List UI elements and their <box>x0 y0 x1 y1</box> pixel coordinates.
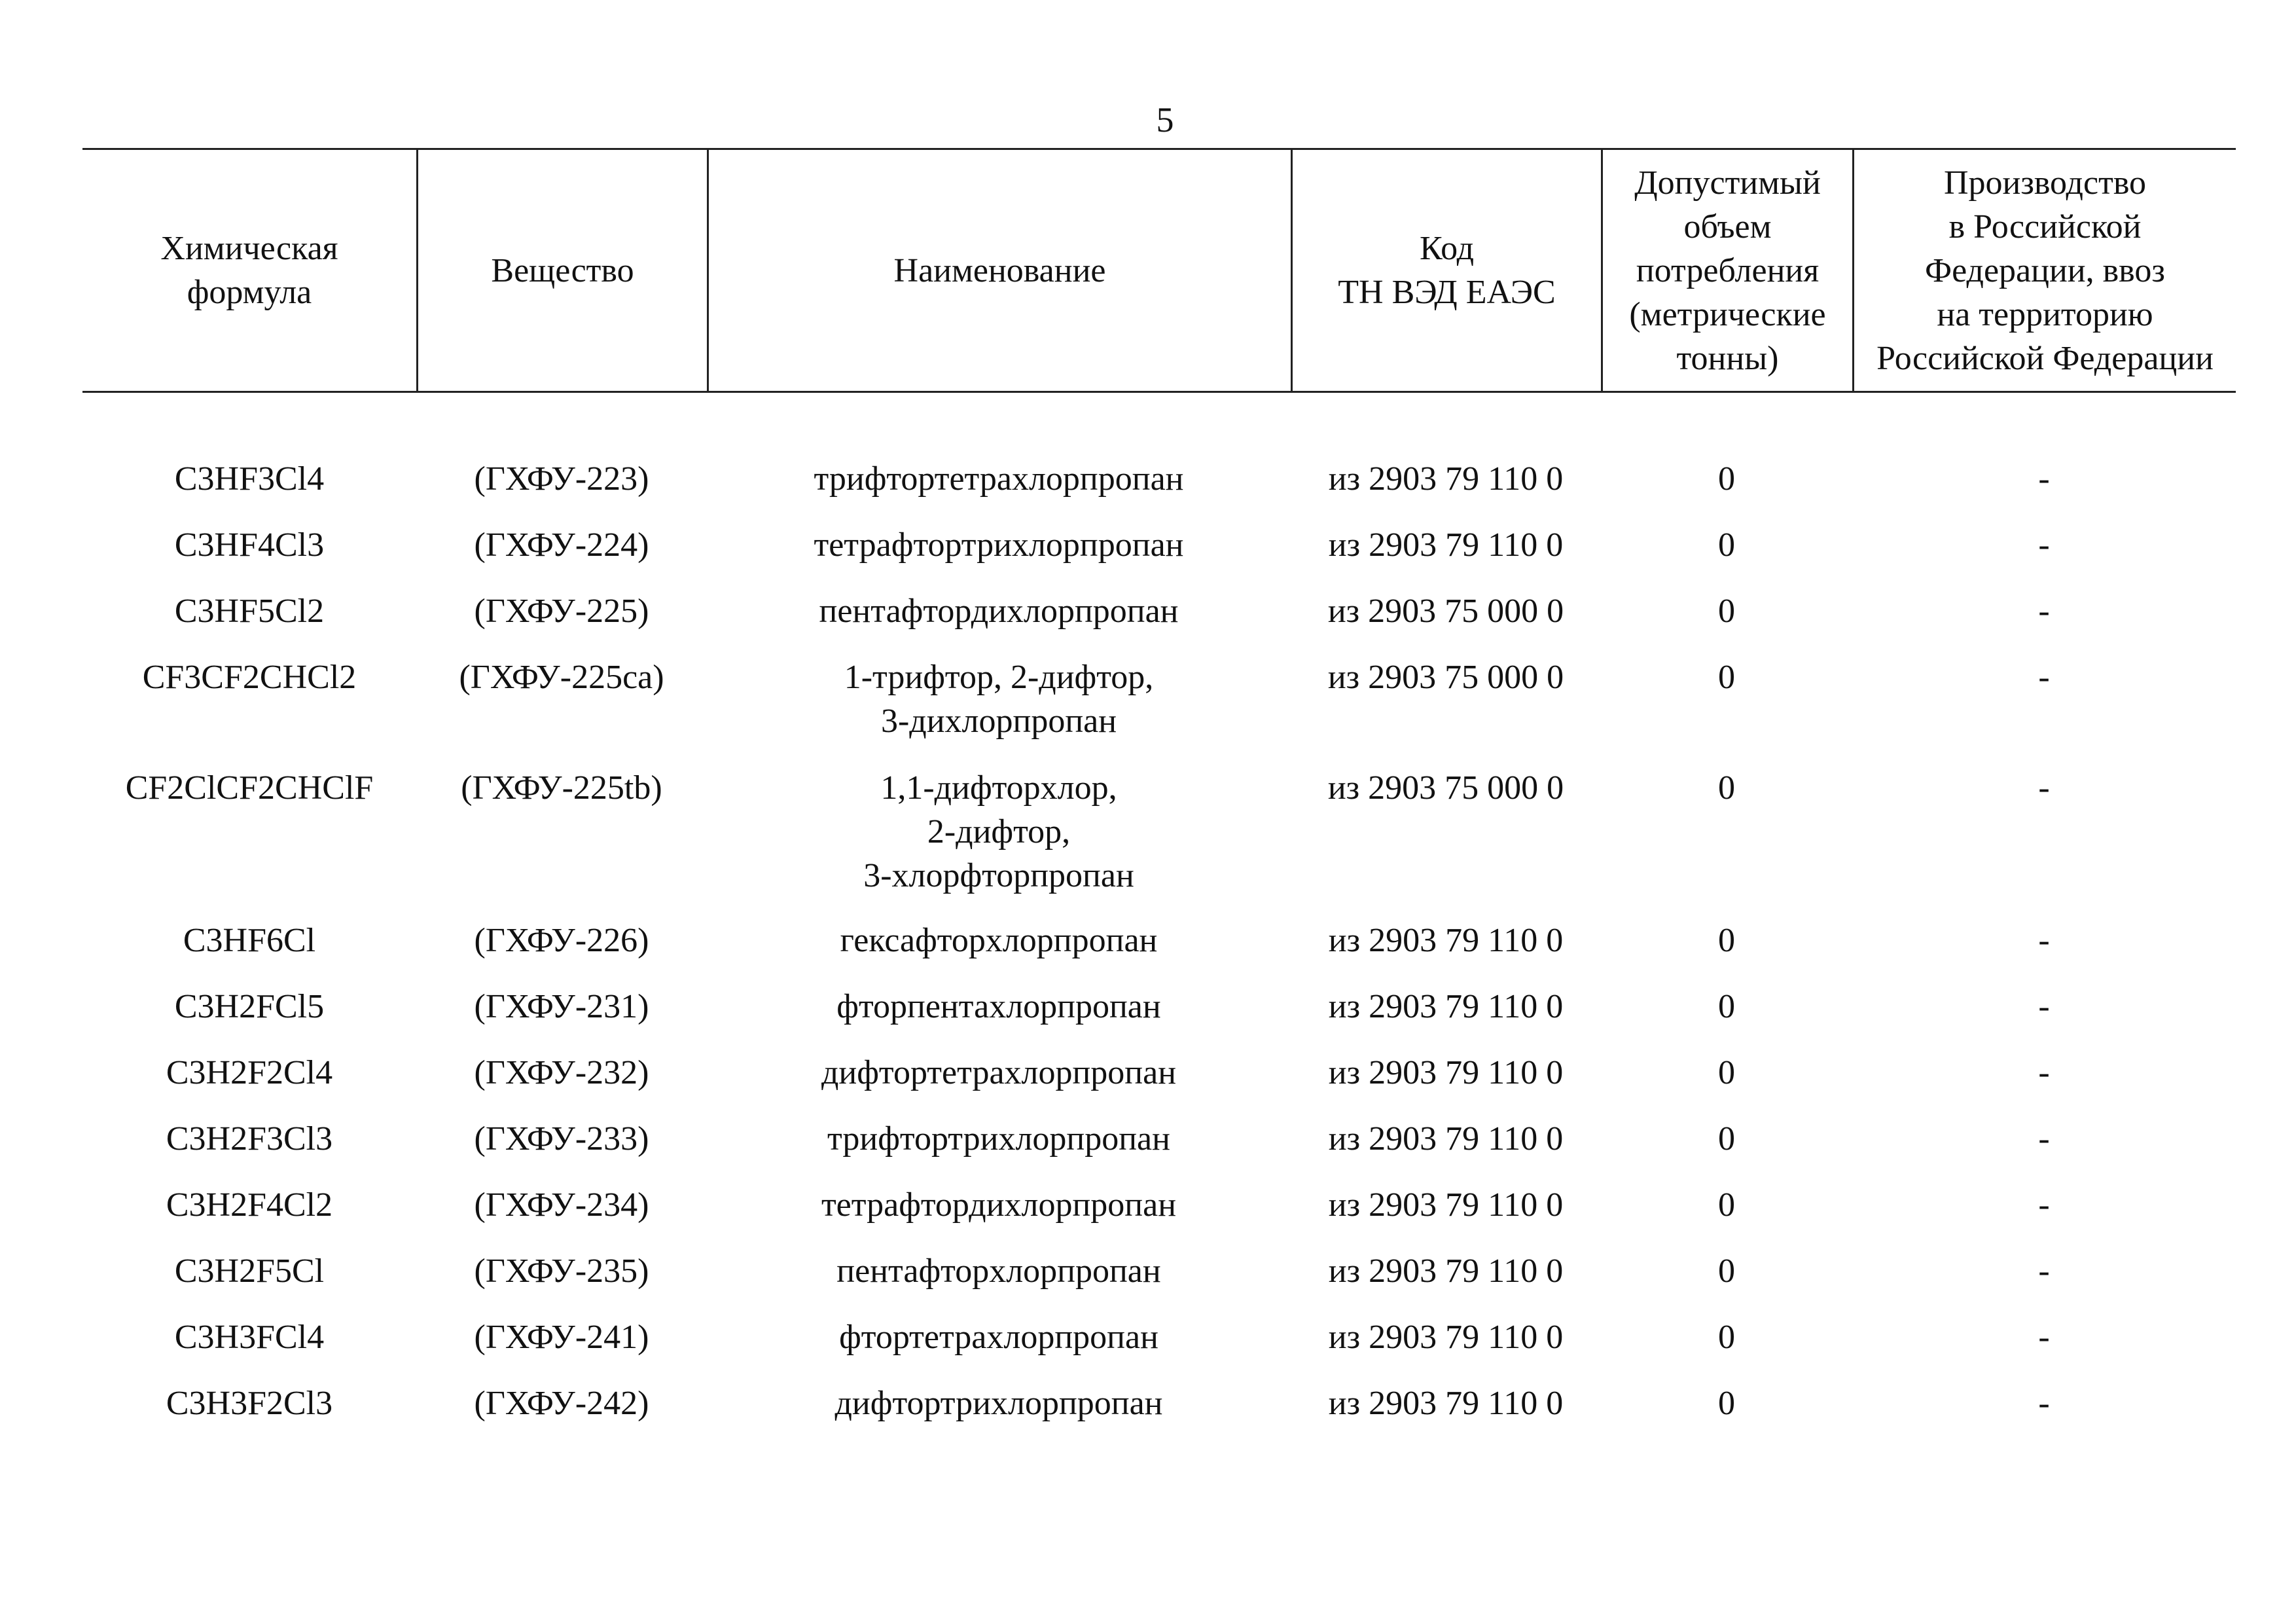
header-formula-line: Химическая <box>160 230 338 267</box>
name-line: пентафтордихлорпропан <box>819 593 1179 630</box>
header-code-text <box>1338 227 1555 314</box>
substance-cell: (ГХФУ-233) <box>474 1120 649 1158</box>
volume-cell: 0 <box>1718 1054 1735 1091</box>
table-header <box>82 148 2236 393</box>
header-volume-line: тонны) <box>1676 339 1779 377</box>
name-cell <box>707 1051 1291 1095</box>
substance-cell: (ГХФУ-225ca) <box>459 659 664 696</box>
header-production-line: Российской Федерации <box>1876 339 2214 377</box>
substance-cell: (ГХФУ-225tb) <box>461 769 662 807</box>
code-cell: из 2903 79 110 0 <box>1328 1252 1564 1290</box>
code-cell: из 2903 79 110 0 <box>1328 988 1564 1025</box>
code-cell: из 2903 79 110 0 <box>1328 1319 1564 1356</box>
formula-cell: C3H2F5Cl <box>174 1252 325 1290</box>
substance-cell: (ГХФУ-234) <box>474 1186 649 1224</box>
code-cell: из 2903 79 110 0 <box>1328 526 1564 564</box>
name-line: 2-дифтор, <box>927 813 1071 850</box>
volume-cell: 0 <box>1718 1186 1735 1224</box>
header-volume-line: объем <box>1683 208 1772 246</box>
name-line: дифтортетрахлорпропан <box>821 1054 1177 1091</box>
name-cell <box>707 766 1291 898</box>
code-cell: из 2903 79 110 0 <box>1328 1054 1564 1091</box>
volume-cell: 0 <box>1718 769 1735 807</box>
substance-cell: (ГХФУ-232) <box>474 1054 649 1091</box>
formula-cell: C3H2FCl5 <box>174 988 325 1025</box>
formula-cell: C3H3FCl4 <box>174 1319 325 1356</box>
production-cell: - <box>2038 988 2050 1025</box>
production-cell: - <box>2038 659 2050 696</box>
name-cell <box>707 457 1291 501</box>
name-cell <box>707 1249 1291 1293</box>
header-production-line: на территорию <box>1937 295 2153 333</box>
code-cell: из 2903 79 110 0 <box>1328 1186 1564 1224</box>
header-substance <box>416 150 707 391</box>
volume-cell: 0 <box>1718 460 1735 498</box>
name-cell <box>707 919 1291 962</box>
name-line: трифтортрихлорпропан <box>827 1120 1170 1158</box>
name-line: тетрафтордихлорпропан <box>821 1186 1177 1224</box>
volume-cell: 0 <box>1718 922 1735 959</box>
header-code <box>1291 150 1601 391</box>
substance-cell: (ГХФУ-226) <box>474 922 649 959</box>
production-cell: - <box>2038 1319 2050 1356</box>
formula-cell: C3HF5Cl2 <box>174 593 325 630</box>
code-cell: из 2903 75 000 0 <box>1327 659 1564 696</box>
header-production <box>1852 150 2236 391</box>
name-line: гексафторхлорпропан <box>840 922 1158 959</box>
volume-cell: 0 <box>1718 1385 1735 1422</box>
substance-cell: (ГХФУ-231) <box>474 988 649 1025</box>
header-substance-text: Вещество <box>491 251 634 289</box>
header-code-line: Код <box>1419 230 1475 267</box>
production-cell: - <box>2038 1054 2050 1091</box>
header-volume-line: потребления <box>1636 251 1820 289</box>
code-cell: из 2903 79 110 0 <box>1328 1385 1564 1422</box>
name-cell <box>707 523 1291 567</box>
substance-cell: (ГХФУ-225) <box>474 593 649 630</box>
name-line: фтортетрахлорпропан <box>839 1319 1158 1356</box>
name-line: трифтортетрахлорпропан <box>814 460 1184 498</box>
formula-cell: C3H2F3Cl3 <box>166 1120 333 1158</box>
header-production-line: Федерации, ввоз <box>1925 251 2165 289</box>
production-cell: - <box>2038 593 2050 630</box>
production-cell: - <box>2038 769 2050 807</box>
page-number: 5 <box>1156 100 1174 139</box>
production-cell: - <box>2038 1120 2050 1158</box>
name-line: 3-дихлорпропан <box>880 702 1117 740</box>
name-line: 1-трифтор, 2-дифтор, <box>844 659 1154 696</box>
name-cell <box>707 1381 1291 1425</box>
formula-cell: C3H2F4Cl2 <box>166 1186 333 1224</box>
code-cell: из 2903 75 000 0 <box>1327 593 1564 630</box>
header-name <box>707 150 1291 391</box>
header-formula-line: формула <box>187 274 312 311</box>
name-cell <box>707 985 1291 1029</box>
header-volume-line: (метрические <box>1629 295 1826 333</box>
name-line: пентафторхлорпропан <box>836 1252 1161 1290</box>
header-production-line: Производство <box>1943 164 2147 202</box>
header-formula-text <box>160 227 338 314</box>
code-cell: из 2903 79 110 0 <box>1328 460 1564 498</box>
name-cell <box>707 655 1291 743</box>
volume-cell: 0 <box>1718 593 1735 630</box>
header-code-line: ТН ВЭД ЕАЭС <box>1338 274 1556 311</box>
production-cell: - <box>2038 1252 2050 1290</box>
name-line: фторпентахлорпропан <box>836 988 1161 1025</box>
formula-cell: C3H3F2Cl3 <box>166 1385 333 1422</box>
header-name-text: Наименование <box>893 251 1106 289</box>
code-cell: из 2903 79 110 0 <box>1328 922 1564 959</box>
name-line: 1,1-дифторхлор, <box>880 769 1117 807</box>
name-cell <box>707 1117 1291 1161</box>
volume-cell: 0 <box>1718 1319 1735 1356</box>
header-formula <box>82 150 416 391</box>
volume-cell: 0 <box>1718 1252 1735 1290</box>
substance-cell: (ГХФУ-242) <box>474 1385 649 1422</box>
formula-cell: C3H2F2Cl4 <box>166 1054 333 1091</box>
volume-cell: 0 <box>1718 659 1735 696</box>
name-cell <box>707 1315 1291 1359</box>
substance-cell: (ГХФУ-235) <box>474 1252 649 1290</box>
code-cell: из 2903 75 000 0 <box>1327 769 1564 807</box>
volume-cell: 0 <box>1718 988 1735 1025</box>
production-cell: - <box>2038 1385 2050 1422</box>
substance-cell: (ГХФУ-223) <box>474 460 649 498</box>
production-cell: - <box>2038 922 2050 959</box>
production-cell: - <box>2038 1186 2050 1224</box>
header-production-text <box>1876 161 2214 380</box>
formula-cell: CF2ClCF2CHClF <box>125 769 374 807</box>
volume-cell: 0 <box>1718 526 1735 564</box>
header-volume-line: Допустимый <box>1634 164 1821 202</box>
name-cell <box>707 589 1291 633</box>
formula-cell: C3HF3Cl4 <box>174 460 325 498</box>
formula-cell: C3HF6Cl <box>183 922 316 959</box>
header-volume <box>1601 150 1852 391</box>
code-cell: из 2903 79 110 0 <box>1328 1120 1564 1158</box>
production-cell: - <box>2038 526 2050 564</box>
header-volume-text <box>1629 161 1825 380</box>
production-cell: - <box>2038 460 2050 498</box>
volume-cell: 0 <box>1718 1120 1735 1158</box>
substance-cell: (ГХФУ-224) <box>474 526 649 564</box>
name-line: тетрафтортрихлорпропан <box>814 526 1184 564</box>
formula-cell: C3HF4Cl3 <box>174 526 325 564</box>
formula-cell: CF3CF2CHCl2 <box>142 659 357 696</box>
header-production-line: в Российской <box>1948 208 2142 246</box>
name-cell <box>707 1183 1291 1227</box>
substance-cell: (ГХФУ-241) <box>474 1319 649 1356</box>
name-line: дифтортрихлорпропан <box>834 1385 1163 1422</box>
name-line: 3-хлорфторпропан <box>863 857 1134 894</box>
